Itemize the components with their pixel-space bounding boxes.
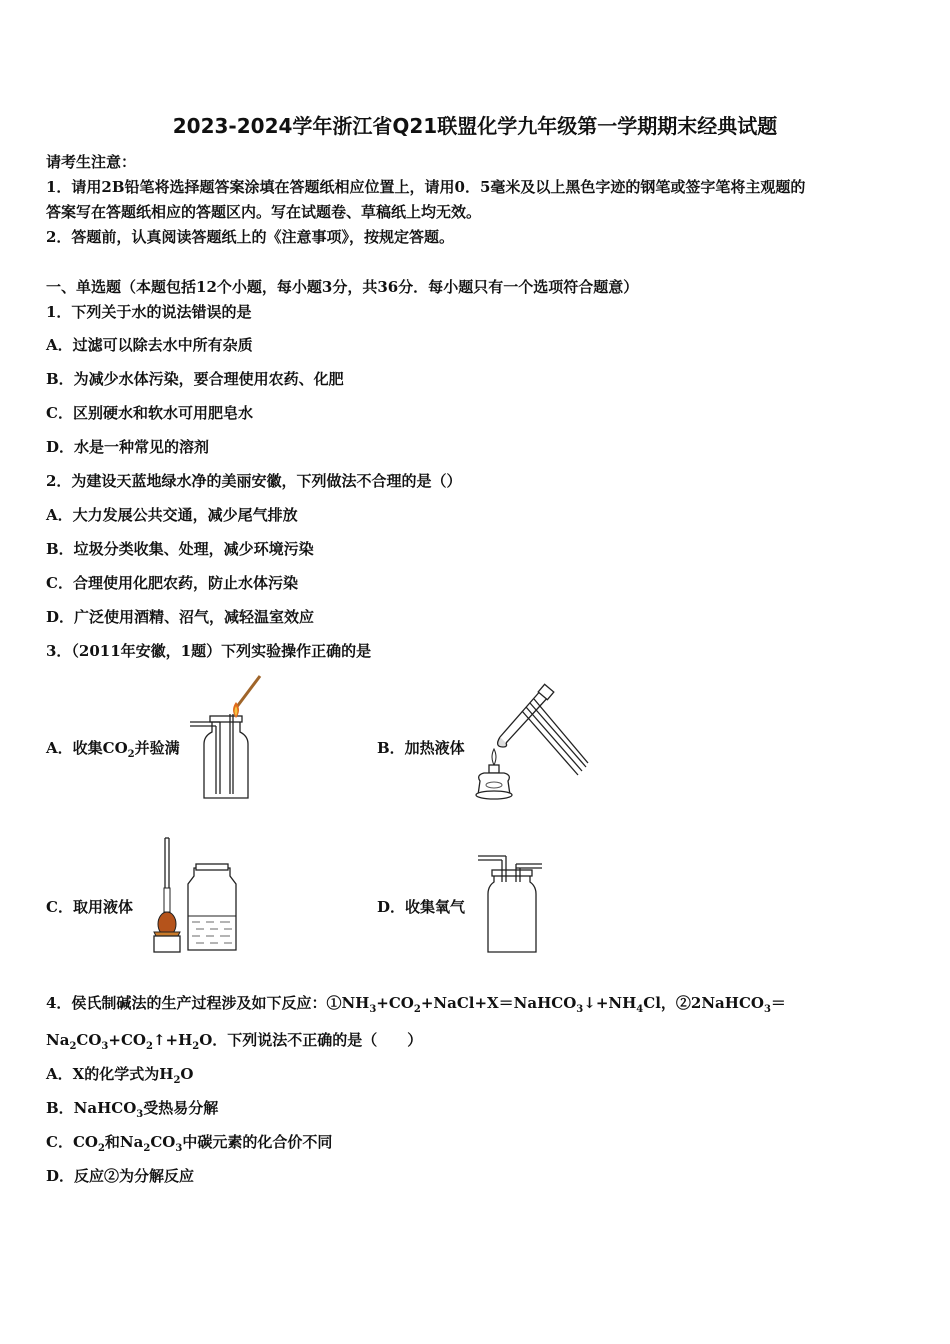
q3-option-a bbox=[46, 738, 180, 765]
q3-stem: 3．（2011年安徽，1题）下列实验操作正确的是 bbox=[46, 642, 372, 660]
heating-liquid-figure bbox=[470, 685, 590, 803]
q1-option-c: C．区别硬水和软水可用肥皂水 bbox=[46, 404, 253, 422]
q4-sub: 4 bbox=[636, 1004, 644, 1015]
q4-c-mid2: CO bbox=[150, 1133, 176, 1151]
q4-stem2-a: Na bbox=[46, 1031, 70, 1049]
q4-b-post: 受热易分解 bbox=[143, 1099, 219, 1117]
q4-sub: 3 bbox=[369, 1004, 377, 1015]
q4-stem-line1 bbox=[46, 993, 786, 1020]
q4-stem2-d: ↑+H bbox=[152, 1031, 193, 1049]
q3-a-sub: 2 bbox=[127, 749, 135, 760]
q4-b-pre: B．NaHCO bbox=[46, 1099, 137, 1117]
q2-option-c: C．合理使用化肥农药，防止水体污染 bbox=[46, 574, 298, 592]
q4-sub: 2 bbox=[145, 1041, 153, 1052]
notice-1b: 答案写在答题纸相应的答题区内。写在试题卷、草稿纸上均无效。 bbox=[46, 203, 482, 221]
q4-a-post: O bbox=[180, 1065, 194, 1083]
q4-sub: 3 bbox=[576, 1004, 584, 1015]
q3-option-c: C．取用液体 bbox=[46, 898, 133, 916]
q4-stem-f: ＝ bbox=[770, 994, 786, 1012]
q4-a-pre: A．X的化学式为H bbox=[46, 1065, 174, 1083]
q4-stem-line2 bbox=[46, 1030, 422, 1057]
q3-option-b: B．加热液体 bbox=[377, 739, 465, 757]
section-heading: 一、单选题（本题包括12个小题，每小题3分，共36分．每小题只有一个选项符合题意） bbox=[46, 278, 639, 296]
q4-c-mid: 和Na bbox=[104, 1133, 144, 1151]
co2-collection-figure bbox=[190, 672, 270, 804]
q4-sub: 3 bbox=[763, 1004, 771, 1015]
q4-sub: 3 bbox=[175, 1143, 183, 1154]
q4-sub: 3 bbox=[101, 1041, 109, 1052]
q4-option-a bbox=[46, 1064, 194, 1091]
q2-option-a: A．大力发展公共交通，减少尾气排放 bbox=[46, 506, 298, 524]
q4-c-post: 中碳元素的化合价不同 bbox=[182, 1133, 333, 1151]
q4-sub: 2 bbox=[413, 1004, 421, 1015]
q4-sub: 2 bbox=[173, 1075, 181, 1086]
dropper-figure bbox=[148, 832, 244, 958]
oxygen-collection-figure bbox=[476, 852, 556, 956]
q4-sub: 2 bbox=[97, 1143, 105, 1154]
q2-option-b: B．垃圾分类收集、处理，减少环境污染 bbox=[46, 540, 314, 558]
notice-2: 2．答题前，认真阅读答题纸上的《注意事项》，按规定答题。 bbox=[46, 228, 454, 246]
q4-option-d: D．反应②为分解反应 bbox=[46, 1167, 195, 1185]
q4-stem2-e: O．下列说法不正确的是（ ） bbox=[199, 1031, 423, 1049]
q1-option-a: A．过滤可以除去水中所有杂质 bbox=[46, 336, 253, 354]
q4-stem2-b: CO bbox=[76, 1031, 102, 1049]
q4-sub: 2 bbox=[192, 1041, 200, 1052]
q4-option-c bbox=[46, 1132, 332, 1159]
notice-1a: 1．请用2B铅笔将选择题答案涂填在答题纸相应位置上，请用0．5毫米及以上黑色字迹的钢笔或签字笔将主观题的 bbox=[46, 178, 806, 196]
q4-stem-a: 4．侯氏制碱法的生产过程涉及如下反应：①NH bbox=[46, 994, 370, 1012]
q3-option-d: D．收集氧气 bbox=[377, 898, 466, 916]
q4-stem2-c: +CO bbox=[108, 1031, 146, 1049]
q4-stem-e: Cl，②2NaHCO bbox=[643, 994, 764, 1012]
q4-stem-c: +NaCl+X＝NaHCO bbox=[420, 994, 577, 1012]
q1-stem: 1．下列关于水的说法错误的是 bbox=[46, 303, 252, 321]
q1-option-d: D．水是一种常见的溶剂 bbox=[46, 438, 210, 456]
q2-stem: 2．为建设天蓝地绿水净的美丽安徽，下列做法不合理的是（） bbox=[46, 472, 462, 490]
q4-c-pre: C．CO bbox=[46, 1133, 98, 1151]
q4-stem-b: +CO bbox=[376, 994, 414, 1012]
q4-sub: 2 bbox=[69, 1041, 77, 1052]
q4-option-b bbox=[46, 1098, 218, 1125]
q3-a-post: 并验满 bbox=[134, 739, 180, 757]
q1-option-b: B．为减少水体污染，要合理使用农药、化肥 bbox=[46, 370, 344, 388]
q2-option-d: D．广泛使用酒精、沼气，减轻温室效应 bbox=[46, 608, 315, 626]
page-title: 2023-2024学年浙江省Q21联盟化学九年级第一学期期末经典试题 bbox=[172, 114, 778, 138]
notice-heading: 请考生注意： bbox=[46, 153, 137, 171]
q4-stem-d: ↓+NH bbox=[583, 994, 637, 1012]
q4-sub: 2 bbox=[143, 1143, 151, 1154]
q3-a-pre: A．收集CO bbox=[46, 739, 128, 757]
q4-sub: 3 bbox=[136, 1109, 144, 1120]
